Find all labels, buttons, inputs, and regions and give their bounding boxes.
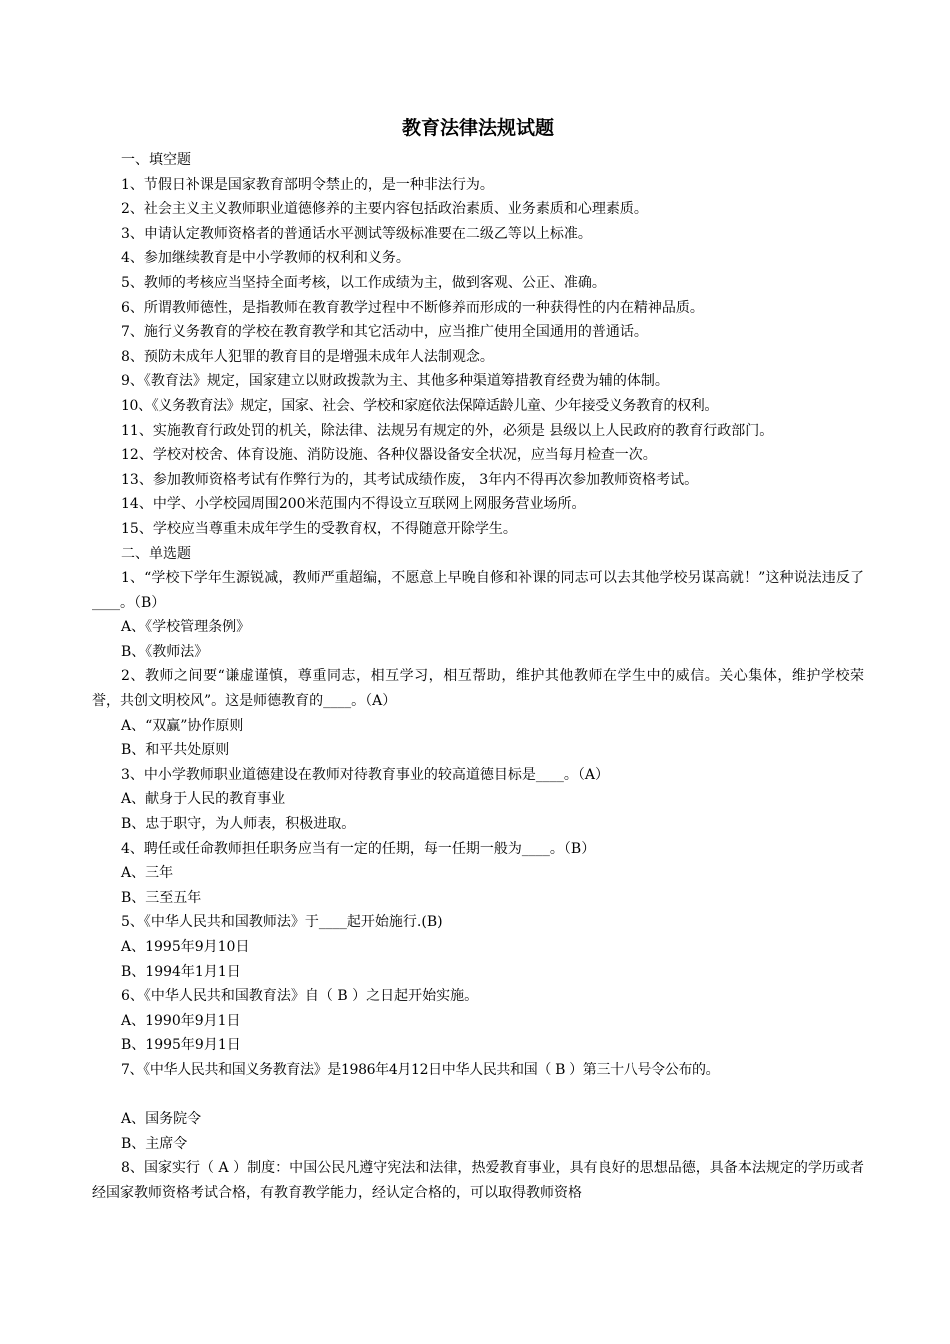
document-title: 教育法律法规试题 [401,117,554,139]
question-stem: 3、中小学教师职业道德建设在教师对待教育事业的较高道德目标是____。（A） [121,766,610,783]
question-option-b: B、和平共处原则 [121,742,230,759]
fill-blank-item: 15、学校应当尊重未成年学生的受教育权，不得随意开除学生。 [121,520,517,537]
question-stem: 4、聘任或任命教师担任职务应当有一定的任期，每一任期一般为____。（B） [121,840,596,857]
document-page [92,112,864,1206]
question-option-b: B、《教师法》 [121,643,209,660]
fill-blank-item: 10、《义务教育法》规定，国家、社会、学校和家庭依法保障适龄儿童、少年接受义务教育的权利。 [121,397,719,414]
fill-blank-item: 8、预防未成年人犯罪的教育目的是增强未成年人法制观念。 [121,348,494,365]
question-stem: 8、国家实行（ A ）制度：中国公民凡遵守宪法和法律，热爱教育事业，具有良好的思想品德，具备本法规定的学历或者经国家教师资格考试合格，有教育教学能力，经认定合格的，可以取得教师资格 [92,1160,864,1201]
question-option-b: B、忠于职守，为人师表，积极进取。 [121,816,356,833]
question-option-b: B、1995年9月1日 [121,1037,241,1054]
fill-blank-item: 1、节假日补课是国家教育部明令禁止的，是一种非法行为。 [121,176,494,193]
fill-blank-item: 9、《教育法》规定，国家建立以财政拨款为主、其他多种渠道筹措教育经费为辅的体制。 [121,373,669,390]
fill-blank-item: 11、实施教育行政处罚的机关，除法律、法规另有规定的外，必须是 县级以上人民政府的教育行政部门。 [121,422,774,439]
fill-blank-item: 13、参加教师资格考试有作弊行为的，其考试成绩作废， 3年内不得再次参加教师资格考试。 [121,471,699,488]
fill-blank-item: 3、申请认定教师资格者的普通话水平测试等级标准要在二级乙等以上标准。 [121,225,592,242]
question-stem: 5、《中华人民共和国教师法》于____起开始施行.(B) [121,914,443,931]
question-option-b: B、三至五年 [121,889,202,906]
blank-line [92,1083,864,1108]
fill-blank-item: 14、中学、小学校园周围200米范围内不得设立互联网上网服务营业场所。 [121,496,586,513]
question-option-a: A、献身于人民的教育事业 [121,791,286,808]
fill-blank-item: 6、所谓教师德性，是指教师在教育教学过程中不断修养而形成的一种获得性的内在精神品质。 [121,299,704,316]
question-stem: 7、《中华人民共和国义务教育法》是1986年4月12日中华人民共和国（ B ）第三十八号令公布的。 [121,1061,720,1078]
fill-blank-item: 5、教师的考核应当坚持全面考核，以工作成绩为主，做到客观、公正、准确。 [121,274,606,291]
question-option-a: A、三年 [121,865,174,882]
question-stem: 2、教师之间要“谦虚谨慎，尊重同志，相互学习，相互帮助，维护其他教师在学生中的威信。关心集体，维护学校荣誉，共创文明校风”。这是师德教育的____。（A） [92,668,864,710]
question-option-b: B、主席令 [121,1135,188,1152]
question-option-a: A、国务院令 [121,1111,202,1128]
fill-blank-item: 2、社会主义主义教师职业道德修养的主要内容包括政治素质、业务素质和心理素质。 [121,201,648,218]
question-stem: 6、《中华人民共和国教育法》自（ B ）之日起开始实施。 [121,988,479,1005]
question-option-a: A、《学校管理条例》 [121,619,251,636]
question-option-b: B、1994年1月1日 [121,963,241,980]
fill-blank-item: 7、施行义务教育的学校在教育教学和其它活动中，应当推广使用全国通用的普通话。 [121,324,648,341]
question-option-a: A、“双赢”协作原则 [121,717,244,734]
section-heading-single-choice: 二、单选题 [121,545,191,562]
question-option-a: A、1995年9月10日 [121,939,250,955]
question-option-a: A、1990年9月1日 [121,1012,241,1029]
fill-blank-item: 4、参加继续教育是中小学教师的权利和义务。 [121,250,410,267]
question-stem: 1、“学校下学年生源锐减，教师严重超编，不愿意上早晚自修和补课的同志可以去其他学校另谋高就！”这种说法违反了____。（B） [92,570,864,611]
section-heading-fill-blank: 一、填空题 [121,152,191,168]
fill-blank-item: 12、学校对校舍、体育设施、消防设施、各种仪器设备安全状况，应当每月检查一次。 [121,447,657,464]
